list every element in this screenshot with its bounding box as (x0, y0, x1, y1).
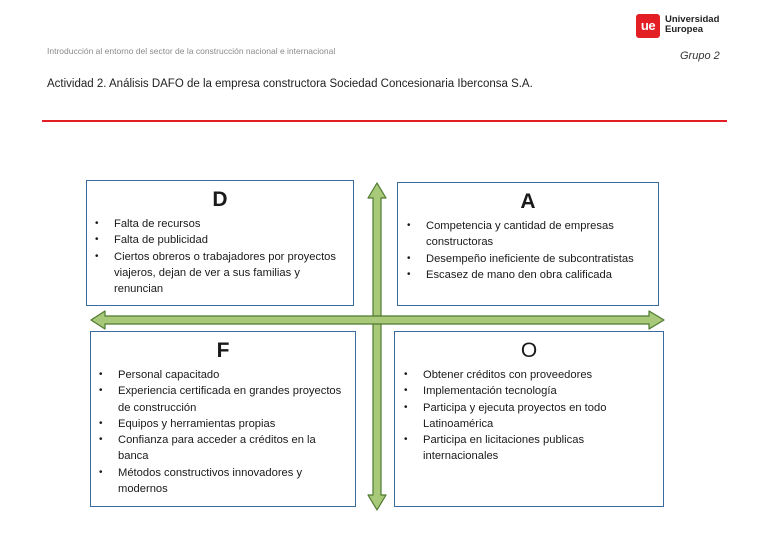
list-item: • Falta de publicidad (114, 232, 345, 248)
list-item: • Personal capacitado (118, 367, 347, 383)
opportunities-box (394, 331, 664, 507)
weaknesses-title: D (212, 188, 228, 211)
course-subtitle: Introducción al entorno del sector de la construcción nacional e internacional (47, 46, 336, 56)
opportunities-title: O (520, 339, 538, 362)
list-item: • Experiencia certificada en grandes proyectos de construcción (118, 383, 347, 416)
list-item: • Participa en licitaciones publicas internacionales (423, 432, 655, 465)
list-item: • Equipos y herramientas propias (118, 416, 347, 432)
logo-mark: ue (636, 14, 660, 38)
list-item: • Confianza para acceder a créditos en la banca (118, 432, 347, 465)
threats-list (398, 218, 658, 283)
list-item: • Participa y ejecuta proyectos en todo Latinoamérica (423, 400, 655, 433)
list-item: • Obtener créditos con proveedores (423, 367, 655, 383)
list-item: • Falta de recursos (114, 216, 345, 232)
list-item: • Escasez de mano den obra calificada (426, 267, 650, 283)
list-item: • Implementación tecnología (423, 383, 655, 399)
threats-title: A (520, 190, 536, 213)
strengths-box (90, 331, 356, 507)
vertical-double-arrow (368, 183, 386, 510)
list-item: • Desempeño ineficiente de subcontratistas (426, 251, 650, 267)
list-item: • Métodos constructivos innovadores y modernos (118, 465, 347, 498)
threats-box (397, 182, 659, 306)
strengths-list (91, 367, 355, 497)
weaknesses-box (86, 180, 354, 306)
group-label: Grupo 2 (680, 50, 720, 62)
logo-text-line1: Universidad (665, 14, 720, 25)
list-item: • Competencia y cantidad de empresas constructoras (426, 218, 650, 251)
logo-text-line2: Europea (665, 24, 704, 35)
weaknesses-list (87, 216, 353, 297)
opportunities-list (395, 367, 663, 465)
list-item: • Ciertos obreros o trabajadores por proyectos viajeros, dejan de ver a sus familias y renuncian (114, 249, 345, 298)
strengths-title: F (216, 339, 230, 362)
activity-title: Actividad 2. Análisis DAFO de la empresa constructora Sociedad Concesionaria Iberconsa S.A. (47, 78, 533, 90)
